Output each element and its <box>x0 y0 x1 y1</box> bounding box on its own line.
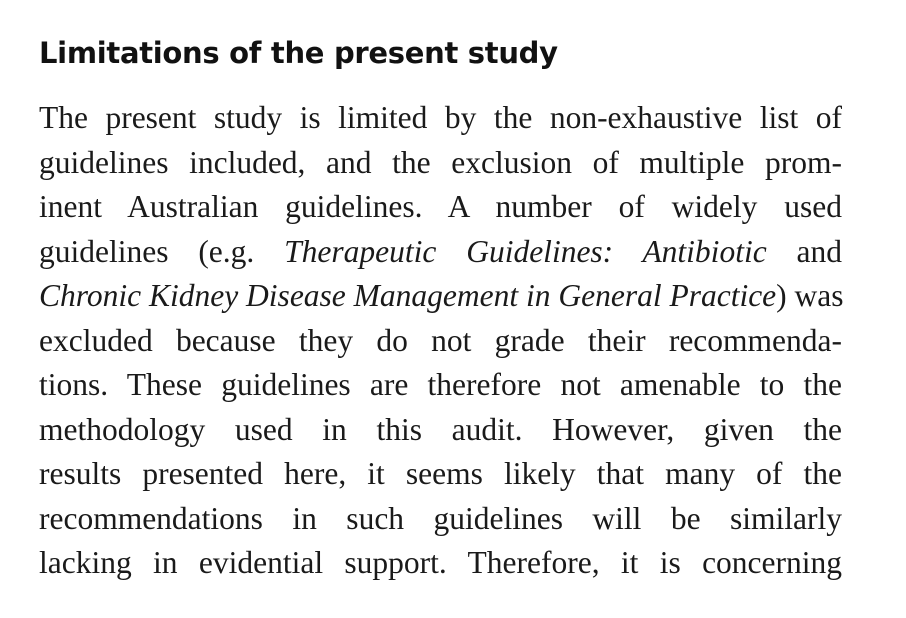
body-paragraph <box>39 96 842 586</box>
text-segment: guidelines (e.g. <box>39 233 285 269</box>
paragraph-line <box>39 96 842 141</box>
italic-title-text: Chronic Kidney Disease Management in General Practice <box>39 278 777 313</box>
section-heading: Limitations of the present study <box>39 36 558 70</box>
text-segment: results presented here, it seems likely that many of the <box>39 456 842 491</box>
text-segment: The present study is limited by the non-exhaustive list of <box>39 100 842 135</box>
paragraph-line <box>39 452 842 497</box>
paragraph-line <box>39 319 842 364</box>
paragraph-line <box>39 497 842 542</box>
text-segment: and <box>766 233 843 269</box>
paragraph-line <box>39 230 842 275</box>
text-segment: inent Australian guidelines. A number of widely used <box>39 189 842 224</box>
text-segment: ) was <box>776 278 844 313</box>
text-segment: excluded because they do not grade their recommenda- <box>39 322 842 358</box>
paragraph-line <box>39 185 842 230</box>
paragraph-line <box>39 363 842 408</box>
text-segment: methodology used in this audit. However, given the <box>39 411 842 447</box>
text-segment: recommendations in such guidelines will be similarly <box>39 500 842 536</box>
paragraph-line <box>39 141 842 186</box>
text-segment: tions. These guidelines are therefore not amenable to the <box>39 367 842 402</box>
text-segment: lacking in evidential support. Therefore, it is concerning <box>39 545 842 580</box>
paragraph-line <box>39 541 842 586</box>
italic-title-text: Therapeutic Guidelines: Antibiotic <box>284 233 767 269</box>
text-segment: guidelines included, and the exclusion of multiple prom- <box>39 144 842 180</box>
paragraph-line <box>39 274 842 319</box>
paragraph-line <box>39 408 842 453</box>
